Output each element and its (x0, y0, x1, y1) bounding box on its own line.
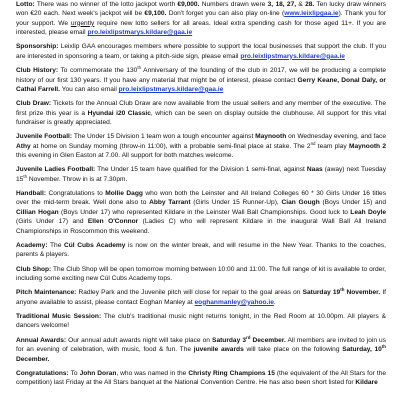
shop-heading: Club Shop: (16, 265, 52, 273)
congrats-paragraph: Congratulations: To John Doran, who was named in the Christy Ring Champions 15 (the equivalent of the All Stars for the competition) last Friday at the All Stars banquet at the National Convention Centre. He has also been short listed for Kildare (16, 369, 386, 387)
ladies-heading: Juvenile Ladies Football: (16, 166, 96, 174)
history-paragraph: Club History: To commemorate the 130th Anniversary of the founding of the club in 2017, we will be producing a complete history of our first 130 years. If you have any material that might be of interest, please contact Gerry Keane, Donal Daly, or Cathal Farrell. You can also email pro.leixlipstmarys.kildare@gaa.ie (16, 64, 386, 93)
ladies-paragraph: Juvenile Ladies Football: The Under 15 team have qualified for the Division 1 semi-final, against Naas (away) next Tuesday 15th November. Throw in is at 7.30pm. (16, 166, 386, 183)
draw-heading: Club Draw: (16, 100, 52, 108)
juvenile-heading: Juvenile Football: (16, 133, 73, 141)
history-heading: Club History: (16, 67, 59, 75)
lotto-heading: Lotto: (16, 1, 35, 8)
lotto-email-link[interactable]: pro.leixlipstmarys.kildare@gaa.ie (87, 29, 193, 37)
juvenile-paragraph: Juvenile Football: The Under 15 Division 1 team won a tough encounter against Maynooth on Wednesday evening, and face Athy at home on Sunday morning (throw-in 11:00), with a probable semi-final place at stake. The 2nd team play Maynooth 2 this evening in Glen Easton at 7.00. All support for both matches welcome. (16, 133, 386, 160)
sponsorship-paragraph: Sponsorship: Leixlip GAA encourages members where possible to support the local businesses that support the club. If you are interested in sponsoring a team, or taking a pitch-side sign, please email pro.leixlipstmarys.kildare@gaa.ie (16, 43, 386, 60)
draw-paragraph: Club Draw: Tickets for the Annual Club Draw are now available from the usual sellers and any member of the executive. The first prize this year is a Hyundai i20 Classic, which can be seen on display outside the clubhouse. All support for this vital fundraiser is greatly appreciated. (16, 100, 387, 126)
music-heading: Traditional Music Session: (16, 313, 102, 321)
handball-heading: Handball: (16, 190, 47, 198)
sponsorship-email-link[interactable]: pro.leixlipstmarys.kildare@gaa.ie (240, 52, 345, 60)
awards-paragraph: Annual Awards: Our annual adult awards night will take place on Saturday 3rd December. All members are invited to join us for an evening of celebration, with music, food & fun. The juvenile awards will take place on the following Saturday, 10th December. (16, 334, 387, 363)
academy-heading: Academy: (16, 241, 48, 249)
shop-paragraph: Club Shop: The Club Shop will be open tomorrow morning between 10:00 and 11:00. The full range of kit is available to order, including some exciting new Cúl Cubs Academy tops. (16, 265, 386, 282)
lotto-website-link[interactable]: www.leixlipgaa.ie (284, 10, 339, 18)
music-paragraph: Traditional Music Session: The club's traditional music night returns tonight, in the Red Room at 10.00pm. All players & dancers welcome! (16, 313, 387, 330)
pitch-email-link[interactable]: eoghanmanley@yahoo.ie (194, 298, 274, 306)
academy-paragraph: Academy: The Cúl Cubs Academy is now on the winter break, and will resume in the New Year. Thanks to the coaches, parents & players. (16, 241, 386, 259)
pitch-heading: Pitch Maintenance: (16, 289, 77, 297)
awards-heading: Annual Awards: (16, 336, 67, 344)
lotto-paragraph: Lotto: There was no winner of the lotto jackpot worth €9,000. Numbers drawn were 3, 18, 27, & 28. Ten lucky draw winners won €20 each. Next week's jackpot will be €9,100. Don't forget you can also play on-line (www.leixlipgaa.ie). Thank you for your support. We urgently require new lotto sellers for all areas. Ideal extra spending cash for those aged 11+. If you are interested, please email pro.leixlipstmarys.kildare@gaa.ie (16, 1, 387, 37)
congrats-heading: Congratulations: (16, 369, 69, 377)
handball-paragraph: Handball: Congratulations to Mollie Dagg who won both the Leinster and All Ireland Colleges 60 * 30 Girls Under 16 titles over the mid-term break. Well done also to Abby Tarrant (Girls Under 15 Runner-Up), Cian Gough (Boys Under 15) and Cillian Hogan (Boys Under 17) who represented Kildare in the Leinster Wall Ball Championships. Good luck to Leah Doyle (Girls Under 17) and Ellen O'Connor (Ladies C) who will represent Kildare in the inaugural Wall Ball All Ireland Championships in Roscommon this weekend. (16, 190, 386, 235)
pitch-paragraph: Pitch Maintenance: Radley Park and the Juvenile pitch will close for repair to the goal areas on Saturday 19th November. If anyone available to assist, please contact Eoghan Manley at eoghanmanley@yahoo.ie. (16, 287, 386, 306)
sponsorship-heading: Sponsorship: (16, 43, 59, 51)
history-email-link[interactable]: pro.leixlipstmarys.kildare@gaa.ie (118, 85, 224, 93)
